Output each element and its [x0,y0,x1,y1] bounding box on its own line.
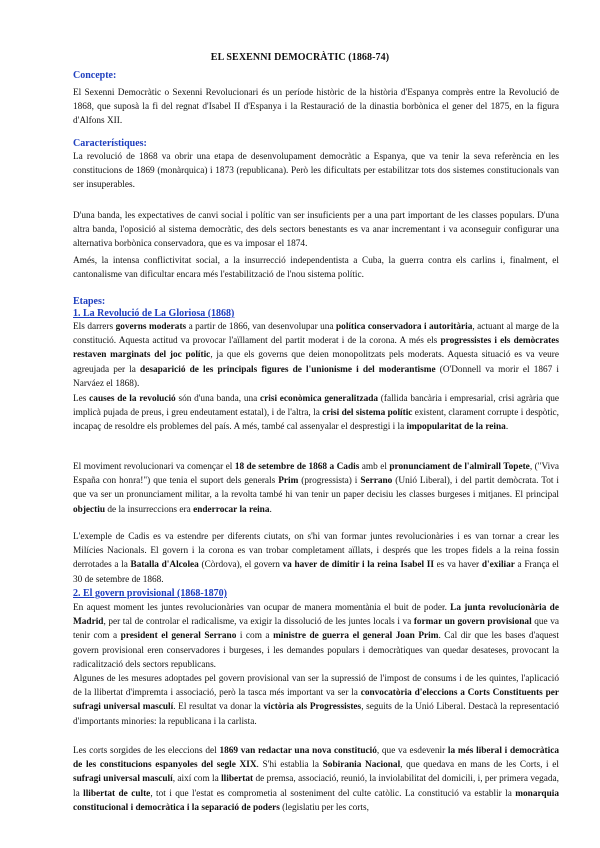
heading-caracteristiques: Característiques: [73,138,147,149]
heading-concepte: Concepte: [73,70,117,81]
paragraph-caracteristiques-2: D'una banda, les expectatives de canvi social i polític van ser insuficients per a una part important de les classes populars. D'una altra banda, l'oposició al sistema democràtic, des dels sectors benestants es va anar incrementant i va aconseguir configurar una alternativa borbònica conservadora, que es va imposar el 1874. [73,211,559,250]
paragraph-revolucio-1: Els darrers governs moderats a partir de 1866, van desenvolupar una política conservadora i autoritària, actuant al marge de la constitució. Aquesta actitud va provocar l'aïllament del partit moderat i de la corona. A més els progressistes i els demòcrates restaven marginats del joc polític, ja que els governs que deien monopolitzats pels moderats. Aquesta situació es va veure agreujada per la desaparició de les principals figures de l'unionisme i del moderantisme (O'Donnell va morir el 1867 i Narváez el 1868). [73,322,560,389]
paragraph-caracteristiques-3: Amés, la intensa conflictivitat social, a la insurrecció independentista a Cuba, la guerra contra els carlins i, finalment, el cantonalisme van dificultar encara més l'estabilització de l'nou sistema polític. [73,256,559,281]
heading-revolucio-gloriosa: 1. La Revolució de La Gloriosa (1868) [73,308,235,319]
paragraph-revolucio-4: L'exemple de Cadis es va estendre per diferents ciutats, on s'hi van formar juntes revolucionàries i es van tornar a crear les Milícies Nacionals. El govern i la corona es van trobar completament aïllats, i després que les tropes fidels a la reina fossin derrotades a la Batalla d'Alcolea (Còrdova), el govern va haver de dimitir i la reina Isabel II es va haver d'exiliar a França el 30 de setembre de 1868. [73,532,560,585]
paragraph-govern-1: En aquest moment les juntes revolucionàries van ocupar de manera momentània el buit de poder. La junta revolucionària de Madrid, per tal de controlar el radicalisme, va exigir la dissolució de les juntes locals i va formar un govern provisional que va tenir com a president el general Serrano i com a ministre de guerra el general Joan Prim. Cal dir que les bases d'aquest govern provisional eren conservadores i burgeses, i les demandes populars i democràtiques van quedar desateses, provocant la radicalització dels sectors republicans. [73,603,559,670]
heading-govern-provisional: 2. El govern provisional (1868-1870) [73,588,227,599]
paragraph-govern-2: Algunes de les mesures adoptades pel govern provisional van ser la supressió de l'impost de consums i de les quintes, l'aplicació de la llibertat d'impremta i associació, però la tasca més important va ser la convocatòria d'eleccions a Corts Constituents per sufragi universal masculí. El resultat va donar la victòria als Progressistes, seguits de la Unió Liberal. Destacà la representació d'importants minories: la republicana i la carlista. [73,674,559,727]
paragraph-revolucio-2: Les causes de la revolució són d'una banda, una crisi econòmica generalitzada (fallida bancària i empresarial, crisi agrària que implicà pujada de preus, i greu endeutament estatal), i de l'altra, la crisi del sistema polític existent, clarament corrupte i despòtic, incapaç de resoldre els problemes del país. A més, també cal assenyalar el desprestigi i la impopularitat de la reina. [73,394,560,433]
paragraph-revolucio-3: El moviment revolucionari va començar el 18 de setembre de 1868 a Cadis amb el pronunciament de l'almirall Topete, ("Viva España con honra!") que tenia el suport dels generals Prim (progressista) i Serrano (Unió Liberal), i del partit demòcrata. Tot i que va ser un pronunciament militar, a la revolta també hi van tenir un paper decisiu les classes burgeses i mitjanes. El principal objectiu de la insurreccions era enderrocar la reina. [73,462,560,515]
paragraph-caracteristiques-1: La revolució de 1868 va obrir una etapa de desenvolupament democràtic a Espanya, que va tenir la seva referència en les constitucions de 1869 (monàrquica) i 1873 (republicana). Però les dificultats per estabilitzar tots dos sistemes constitucionals van ser insuperables. [73,152,559,191]
paragraph-govern-3: Les corts sorgides de les eleccions del 1869 van redactar una nova constitució, que va esdevenir la més liberal i democràtica de les constitucions espanyoles del segle XIX. S'hi establia la Sobirania Nacional, que quedava en mans de les Corts, i el sufragi universal masculí, així com la llibertat de premsa, associació, reunió, la inviolabilitat del domicili, i, per primera vegada, la llibertat de culte, tot i que l'estat es comprometia al sosteniment del culte catòlic. La constitució va establir la monarquia constitucional i democràtica i la separació de poders (legislatiu per les corts, [73,746,560,813]
paragraph-concepte: El Sexenni Democràtic o Sexenni Revolucionari és un període històric de la història d'Espanya comprès entre la Revolució de 1868, que suposà la fi del regnat d'Isabel II d'Espanya i la Restauració de la dinastia borbònica el gener del 1875, en la figura d'Alfons XII. [73,88,559,127]
document-title: EL SEXENNI DEMOCRÀTIC (1868-74) [210,52,390,63]
heading-etapes: Etapes: [73,296,106,307]
